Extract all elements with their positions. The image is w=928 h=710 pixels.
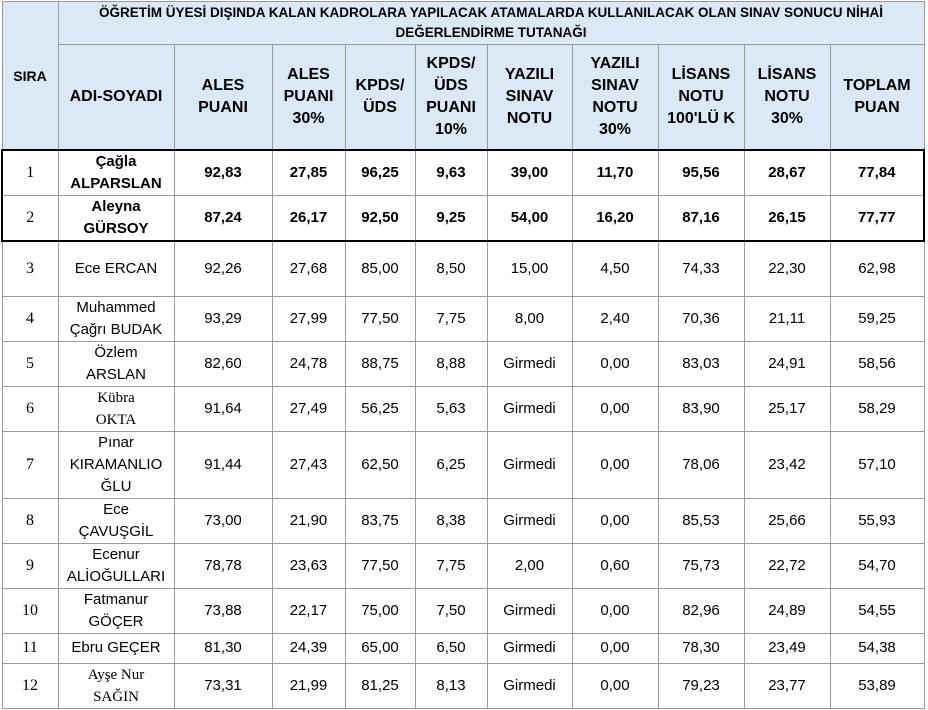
cell-lisans-30: 25,66 — [744, 498, 830, 543]
cell-kpds: 88,75 — [345, 341, 415, 386]
name-first: Ecenur — [92, 545, 140, 563]
cell-kpds: 81,25 — [345, 663, 415, 708]
cell-yazili-30: 2,40 — [572, 296, 658, 341]
name-last: ALİOĞULLARI — [66, 567, 166, 585]
row-name — [58, 498, 174, 543]
cell-kpds: 83,75 — [345, 498, 415, 543]
cell-yazili: 39,00 — [487, 150, 572, 196]
row-rank: 1 — [2, 150, 58, 196]
header-name: ADI-SOYADI — [58, 45, 174, 151]
cell-yazili-30: 4,50 — [572, 241, 658, 296]
cell-ales: 92,83 — [174, 150, 272, 196]
cell-yazili-30: 0,00 — [572, 498, 658, 543]
cell-ales-30: 21,99 — [272, 663, 345, 708]
cell-ales-30: 21,90 — [272, 498, 345, 543]
cell-kpds-10: 9,63 — [415, 150, 487, 196]
row-rank: 8 — [2, 498, 58, 543]
cell-ales: 82,60 — [174, 341, 272, 386]
name-last: ALPARSLAN — [70, 175, 162, 192]
cell-kpds: 75,00 — [345, 588, 415, 633]
cell-kpds: 65,00 — [345, 633, 415, 663]
cell-ales: 91,44 — [174, 431, 272, 498]
cell-kpds-10: 6,25 — [415, 431, 487, 498]
row-rank: 3 — [2, 241, 58, 296]
row-rank: 9 — [2, 543, 58, 588]
cell-lisans-100: 85,53 — [658, 498, 744, 543]
cell-toplam: 54,38 — [830, 633, 924, 663]
cell-yazili-30: 0,00 — [572, 386, 658, 431]
table-row — [2, 196, 924, 242]
cell-yazili: Girmedi — [487, 633, 572, 663]
cell-kpds-10: 7,75 — [415, 296, 487, 341]
cell-ales-30: 27,99 — [272, 296, 345, 341]
row-name — [58, 588, 174, 633]
name-last: ARSLAN — [85, 365, 147, 383]
name-first: Muhammed — [76, 298, 156, 316]
cell-yazili-30: 0,00 — [572, 663, 658, 708]
cell-ales-30: 22,17 — [272, 588, 345, 633]
table-row — [2, 296, 924, 341]
header-lisans-100: LİSANS NOTU 100'LÜ K — [658, 45, 744, 151]
table-row — [2, 588, 924, 633]
cell-ales-30: 23,63 — [272, 543, 345, 588]
cell-kpds-10: 7,50 — [415, 588, 487, 633]
name-first: Aleyna — [91, 198, 141, 215]
cell-ales-30: 27,68 — [272, 241, 345, 296]
cell-yazili: Girmedi — [487, 498, 572, 543]
row-rank: 10 — [2, 588, 58, 633]
cell-yazili: 54,00 — [487, 196, 572, 242]
header-toplam: TOPLAM PUAN — [830, 45, 924, 151]
cell-ales-30: 26,17 — [272, 196, 345, 242]
name-last: SAĞIN — [93, 688, 139, 705]
name-last: ÇAVUŞGİL — [78, 522, 154, 540]
cell-lisans-30: 25,17 — [744, 386, 830, 431]
header-kpds-10: KPDS/ ÜDS PUANI 10% — [415, 45, 487, 151]
cell-ales-30: 24,78 — [272, 341, 345, 386]
table-row — [2, 543, 924, 588]
name-last-cont: ĞLU — [100, 477, 132, 495]
cell-ales: 92,26 — [174, 241, 272, 296]
cell-kpds-10: 8,38 — [415, 498, 487, 543]
cell-toplam: 77,84 — [830, 150, 924, 196]
header-yazili: YAZILI SINAV NOTU — [487, 45, 572, 151]
cell-ales: 73,00 — [174, 498, 272, 543]
name-last: GÖÇER — [88, 612, 144, 630]
cell-toplam: 53,89 — [830, 663, 924, 708]
cell-ales-30: 27,43 — [272, 431, 345, 498]
cell-kpds: 85,00 — [345, 241, 415, 296]
row-name — [58, 150, 174, 196]
cell-yazili-30: 16,20 — [572, 196, 658, 242]
cell-kpds: 96,25 — [345, 150, 415, 196]
cell-lisans-30: 22,30 — [744, 241, 830, 296]
row-name — [58, 663, 174, 708]
cell-yazili-30: 0,00 — [572, 341, 658, 386]
name-first: Pınar — [98, 433, 134, 451]
row-name — [58, 543, 174, 588]
cell-toplam: 59,25 — [830, 296, 924, 341]
results-table — [1, 1, 925, 709]
name-first: Fatmanur — [83, 590, 149, 608]
cell-toplam: 62,98 — [830, 241, 924, 296]
name-first: Çağla — [95, 153, 137, 170]
cell-kpds-10: 9,25 — [415, 196, 487, 242]
header-sira: SIRA — [2, 2, 58, 151]
cell-ales: 93,29 — [174, 296, 272, 341]
cell-yazili: 15,00 — [487, 241, 572, 296]
cell-ales: 78,78 — [174, 543, 272, 588]
cell-kpds-10: 6,50 — [415, 633, 487, 663]
row-name — [58, 341, 174, 386]
cell-yazili-30: 0,00 — [572, 633, 658, 663]
cell-lisans-30: 24,91 — [744, 341, 830, 386]
row-rank: 11 — [2, 633, 58, 663]
cell-kpds-10: 8,50 — [415, 241, 487, 296]
name-last: GÜRSOY — [83, 220, 149, 237]
row-name — [58, 431, 174, 498]
cell-ales: 91,64 — [174, 386, 272, 431]
cell-kpds-10: 8,88 — [415, 341, 487, 386]
cell-toplam: 58,56 — [830, 341, 924, 386]
cell-toplam: 58,29 — [830, 386, 924, 431]
cell-lisans-100: 78,30 — [658, 633, 744, 663]
cell-lisans-100: 79,23 — [658, 663, 744, 708]
cell-lisans-100: 75,73 — [658, 543, 744, 588]
cell-toplam: 54,70 — [830, 543, 924, 588]
cell-yazili: Girmedi — [487, 386, 572, 431]
cell-yazili: Girmedi — [487, 663, 572, 708]
table-row — [2, 341, 924, 386]
cell-lisans-30: 23,49 — [744, 633, 830, 663]
row-rank: 12 — [2, 663, 58, 708]
cell-yazili-30: 11,70 — [572, 150, 658, 196]
cell-toplam: 77,77 — [830, 196, 924, 242]
cell-ales-30: 24,39 — [272, 633, 345, 663]
cell-ales: 73,88 — [174, 588, 272, 633]
row-rank: 6 — [2, 386, 58, 431]
cell-ales: 87,24 — [174, 196, 272, 242]
cell-toplam: 57,10 — [830, 431, 924, 498]
cell-lisans-100: 74,33 — [658, 241, 744, 296]
cell-lisans-30: 21,11 — [744, 296, 830, 341]
name-first: Özlem — [94, 343, 138, 361]
cell-lisans-30: 26,15 — [744, 196, 830, 242]
table-row — [2, 150, 924, 196]
cell-lisans-100: 87,16 — [658, 196, 744, 242]
row-name — [58, 196, 174, 242]
cell-toplam: 54,55 — [830, 588, 924, 633]
cell-yazili: Girmedi — [487, 341, 572, 386]
name-first: Ayşe Nur — [87, 666, 145, 683]
document-title: ÖĞRETİM ÜYESİ DIŞINDA KALAN KADROLARA YAPILACAK ATAMALARDA KULLANILACAK OLAN SINAV SONUCU NİHAİ DEĞERLENDİRME TUTANAĞI — [58, 2, 924, 45]
cell-kpds-10: 7,75 — [415, 543, 487, 588]
table-row — [2, 633, 924, 663]
cell-lisans-30: 23,42 — [744, 431, 830, 498]
cell-yazili-30: 0,00 — [572, 431, 658, 498]
header-yazili-30: YAZILI SINAV NOTU 30% — [572, 45, 658, 151]
cell-yazili-30: 0,00 — [572, 588, 658, 633]
name-first: Ece — [103, 500, 129, 518]
cell-kpds: 77,50 — [345, 543, 415, 588]
cell-yazili: 2,00 — [487, 543, 572, 588]
cell-kpds: 77,50 — [345, 296, 415, 341]
header-ales-30: ALES PUANI 30% — [272, 45, 345, 151]
name-last: KIRAMANLIO — [69, 455, 163, 473]
cell-kpds: 92,50 — [345, 196, 415, 242]
cell-ales-30: 27,85 — [272, 150, 345, 196]
cell-yazili: Girmedi — [487, 431, 572, 498]
cell-lisans-100: 82,96 — [658, 588, 744, 633]
table-row — [2, 663, 924, 708]
row-name — [58, 386, 174, 431]
row-rank: 4 — [2, 296, 58, 341]
row-rank: 2 — [2, 196, 58, 242]
name-last: OKTA — [95, 411, 137, 428]
cell-lisans-30: 24,89 — [744, 588, 830, 633]
cell-lisans-30: 23,77 — [744, 663, 830, 708]
cell-lisans-30: 28,67 — [744, 150, 830, 196]
cell-kpds: 62,50 — [345, 431, 415, 498]
cell-yazili: Girmedi — [487, 588, 572, 633]
cell-ales-30: 27,49 — [272, 386, 345, 431]
header-kpds: KPDS/ ÜDS — [345, 45, 415, 151]
cell-yazili: 8,00 — [487, 296, 572, 341]
cell-lisans-100: 95,56 — [658, 150, 744, 196]
table-row — [2, 498, 924, 543]
row-name — [58, 241, 174, 296]
table-row — [2, 386, 924, 431]
header-ales: ALES PUANI — [174, 45, 272, 151]
cell-kpds-10: 5,63 — [415, 386, 487, 431]
cell-lisans-100: 83,90 — [658, 386, 744, 431]
cell-lisans-100: 83,03 — [658, 341, 744, 386]
cell-lisans-30: 22,72 — [744, 543, 830, 588]
name-first: Kübra — [97, 389, 135, 406]
table-row — [2, 431, 924, 498]
row-rank: 5 — [2, 341, 58, 386]
row-name — [58, 633, 174, 663]
table-row — [2, 241, 924, 296]
cell-kpds-10: 8,13 — [415, 663, 487, 708]
cell-ales: 81,30 — [174, 633, 272, 663]
header-lisans-30: LİSANS NOTU 30% — [744, 45, 830, 151]
name-last: Çağrı BUDAK — [69, 320, 163, 338]
name-full: Ebru GEÇER — [71, 639, 161, 656]
cell-ales: 73,31 — [174, 663, 272, 708]
row-rank: 7 — [2, 431, 58, 498]
row-name — [58, 296, 174, 341]
cell-toplam: 55,93 — [830, 498, 924, 543]
cell-lisans-100: 70,36 — [658, 296, 744, 341]
name-full: Ece ERCAN — [74, 259, 158, 277]
cell-lisans-100: 78,06 — [658, 431, 744, 498]
cell-yazili-30: 0,60 — [572, 543, 658, 588]
cell-kpds: 56,25 — [345, 386, 415, 431]
